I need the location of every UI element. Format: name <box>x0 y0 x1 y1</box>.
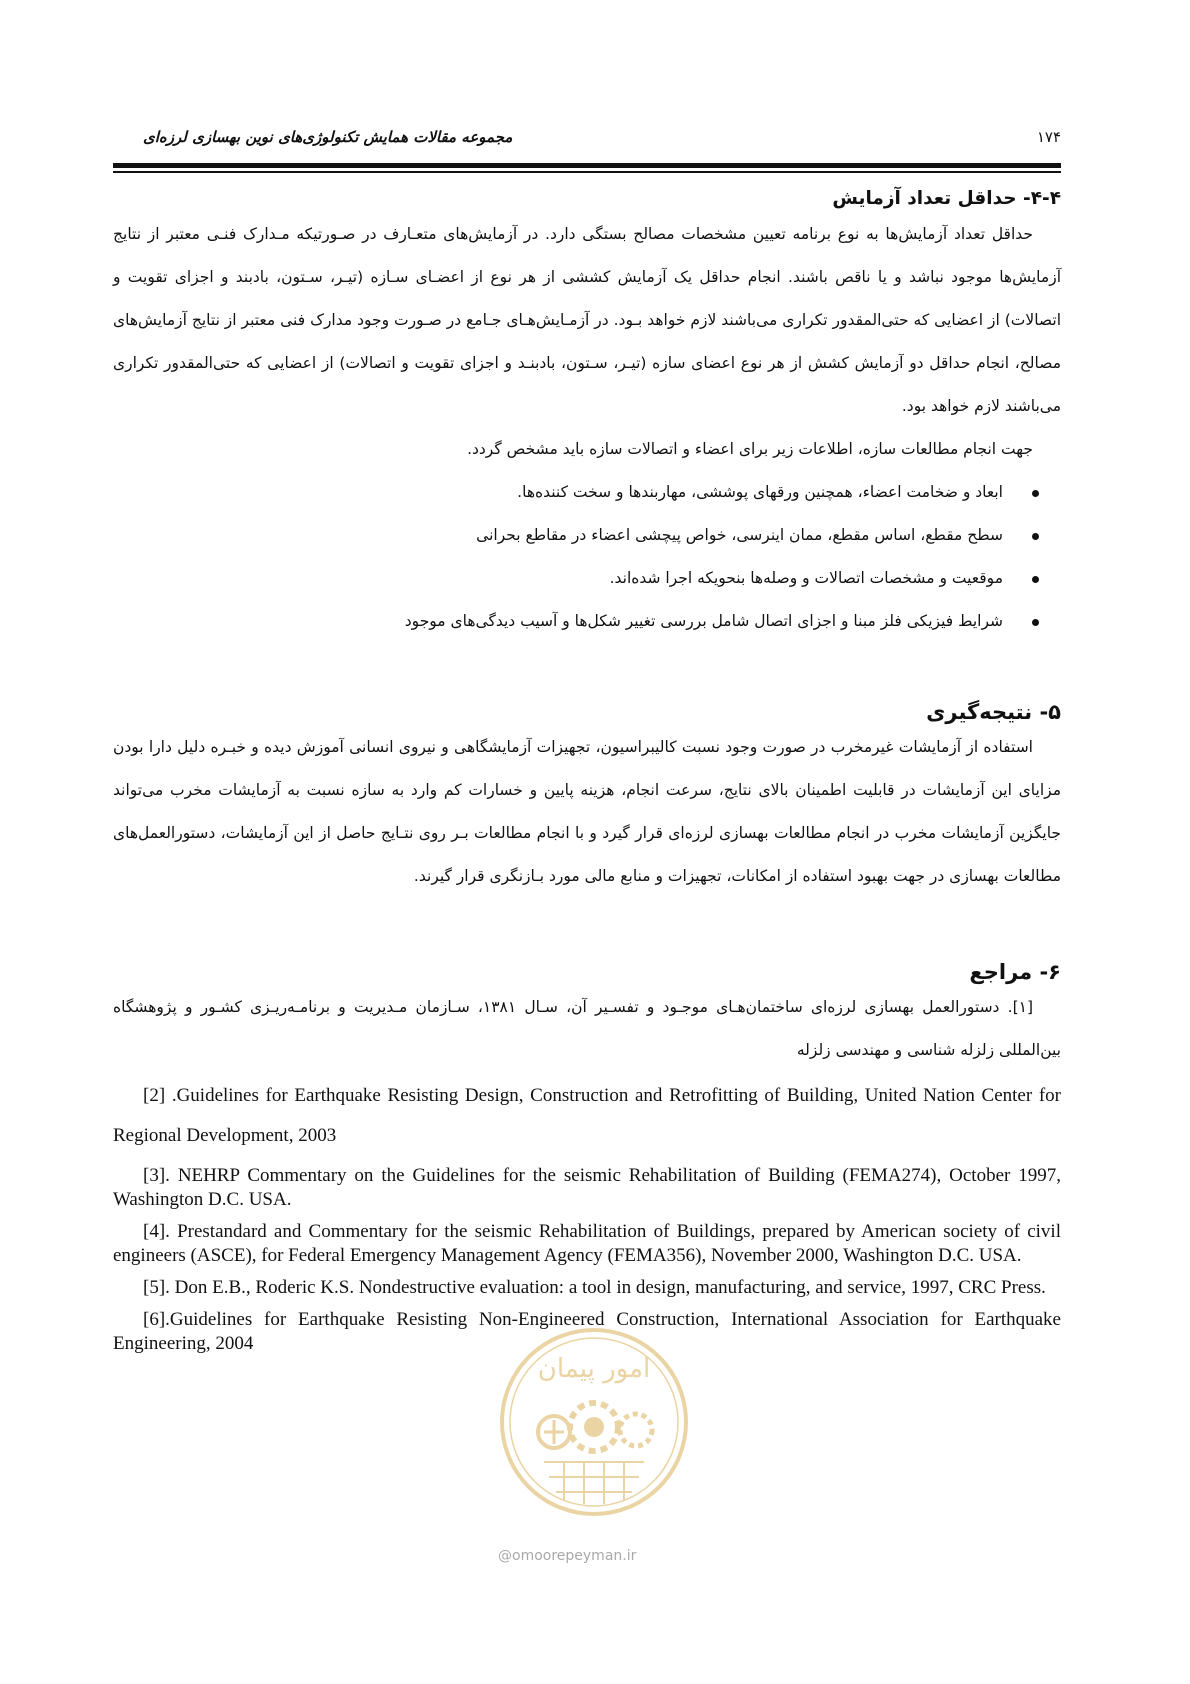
header-rule-thick <box>113 163 1061 168</box>
bullet-icon <box>1032 533 1039 540</box>
list-item-text: موقعیت و مشخصات اتصالات و وصله‌ها بنحویکه اجرا شده‌اند. <box>609 569 1003 587</box>
list-item-text: ابعاد و ضخامت اعضاء، همچنین ورقهای پوششی، مهاربندها و سخت کننده‌ها. <box>517 483 1003 501</box>
bullet-icon <box>1032 619 1039 626</box>
page-number: ۱۷۴ <box>1036 128 1061 146</box>
section-heading: ۶- مراجع <box>969 960 1061 984</box>
list-item <box>113 471 1061 514</box>
requirements-list <box>113 471 1061 643</box>
reference-1: [۱]. دستورالعمل بهسازی لرزه‌ای ساختمان‌هـای موجـود و تفسـیر آن، سـال ۱۳۸۱، سـازمان مـدیریت و برنامـه‌ریـزی کشـور و پژوهشگاه بین‌المللی زلزله شناسی و مهندسی زلزله <box>113 998 1061 1059</box>
reference-5: [5]. Don E.B., Roderic K.S. Nondestructive evaluation: a tool in design, manufacturing, and service, 1997, CRC Press. <box>143 1277 1046 1298</box>
header-rule-thin <box>113 171 1061 173</box>
watermark-url-text: omoorepeyman.ir <box>512 1548 637 1564</box>
reference-4: [4]. Prestandard and Commentary for the seismic Rehabilitation of Buildings, prepared by American society of civil engineers (ASCE), for Federal Emergency Management Agency (FEMA356), November 2000, Washington D.C. USA. <box>113 1221 1061 1266</box>
list-item <box>113 600 1061 643</box>
reference-3: [3]. NEHRP Commentary on the Guidelines for the seismic Rehabilitation of Building (FEMA274), October 1997, Washington D.C. USA. <box>113 1165 1061 1210</box>
bullet-icon <box>1032 490 1039 497</box>
list-item-text: شرایط فیزیکی فلز مبنا و اجزای اتصال شامل بررسی تغییر شکل‌ها و آسیب دیدگی‌های موجود <box>404 612 1003 630</box>
reference-2: [2] .Guidelines for Earthquake Resisting Design, Construction and Retrofitting of Building, United Nation Center for Regional Development, 2003 <box>113 1085 1061 1146</box>
bullet-icon <box>1032 576 1039 583</box>
section-heading: ۴-۴- حداقل تعداد آزمایش <box>832 188 1061 209</box>
section-heading: ۵- نتیجه‌گیری <box>926 700 1061 724</box>
list-item <box>113 514 1061 557</box>
section-intro: جهت انجام مطالعات سازه، اطلاعات زیر برای اعضاء و اتصالات سازه باید مشخص گردد. <box>467 440 1033 458</box>
section-5 <box>113 700 1061 898</box>
watermark-logo-text: امور پیمان <box>537 1354 651 1384</box>
reference-6: [6].Guidelines for Earthquake Resisting Non-Engineered Construction, International Association for Earthquake Engineering, 2004 <box>113 1309 1061 1354</box>
list-item-text: سطح مقطع، اساس مقطع، ممان اینرسی، خواص پیچشی اعضاء در مقاطع بحرانی <box>476 526 1003 544</box>
section-paragraph: حداقل تعداد آزمایش‌ها به نوع برنامه تعیین مشخصات مصالح بستگی دارد. در آزمایش‌های متعـارف در صـورتیکه مـدارک فنـی معتبر از نتایج آزمایش‌ها موجود نباشد و یا ناقص باشند. انجام حداقل یک آزمایش کششی از هر نوع از اعضـای سـازه (تیـر، سـتون، بادبند و اجزای تقویت و اتصالات) از اعضایی که حتی‌المقدور تکراری می‌باشند لازم خواهد بـود. در آزمـایش‌هـای جـامع در صـورت وجود مدارک فنی معتبر از نتایج آزمایش‌های مصالح، انجام حداقل دو آزمایش کشش از هر نوع اعضای سازه (تیـر، سـتون، بادبنـد و اجزای تقویت و اتصالات) از اعضایی که حتی‌المقدور تکراری می‌باشند لازم خواهد بود. <box>113 225 1061 415</box>
section-4-4 <box>113 188 1061 643</box>
watermark-url: @omoorepeyman.ir <box>498 1548 637 1564</box>
section-6 <box>113 960 1061 1364</box>
running-header <box>113 128 1061 158</box>
scale-gear-logo-icon <box>494 1322 694 1522</box>
list-item <box>113 557 1061 600</box>
header-title: مجموعه مقالات همایش تکنولوژی‌های نوین بهسازی لرزه‌ای <box>143 128 513 146</box>
section-paragraph: استفاده از آزمایشات غیرمخرب در صورت وجود نسبت کالیبراسیون، تجهیزات آزمایشگاهی و نیروی انسانی آموزش دیده و خبـره دلیل دارا بودن مزایای این آزمایشات در قابلیت اطمینان بالای نتایج، سرعت انجام، هزینه پایین و خسارات کم وارد به سازه نسبت به آزمایشات مخرب می‌تواند جایگزین آزمایشات مخرب در انجام مطالعات بهسازی لرزه‌ای قرار گیرد و با انجام مطالعات بـر روی نتـایج حاصل از این آزمایشات، دستورالعمل‌های مطالعات بهسازی در جهت بهبود استفاده از امکانات، تجهیزات و منابع مالی مورد بـازنگری قرار گیرند. <box>113 738 1061 885</box>
